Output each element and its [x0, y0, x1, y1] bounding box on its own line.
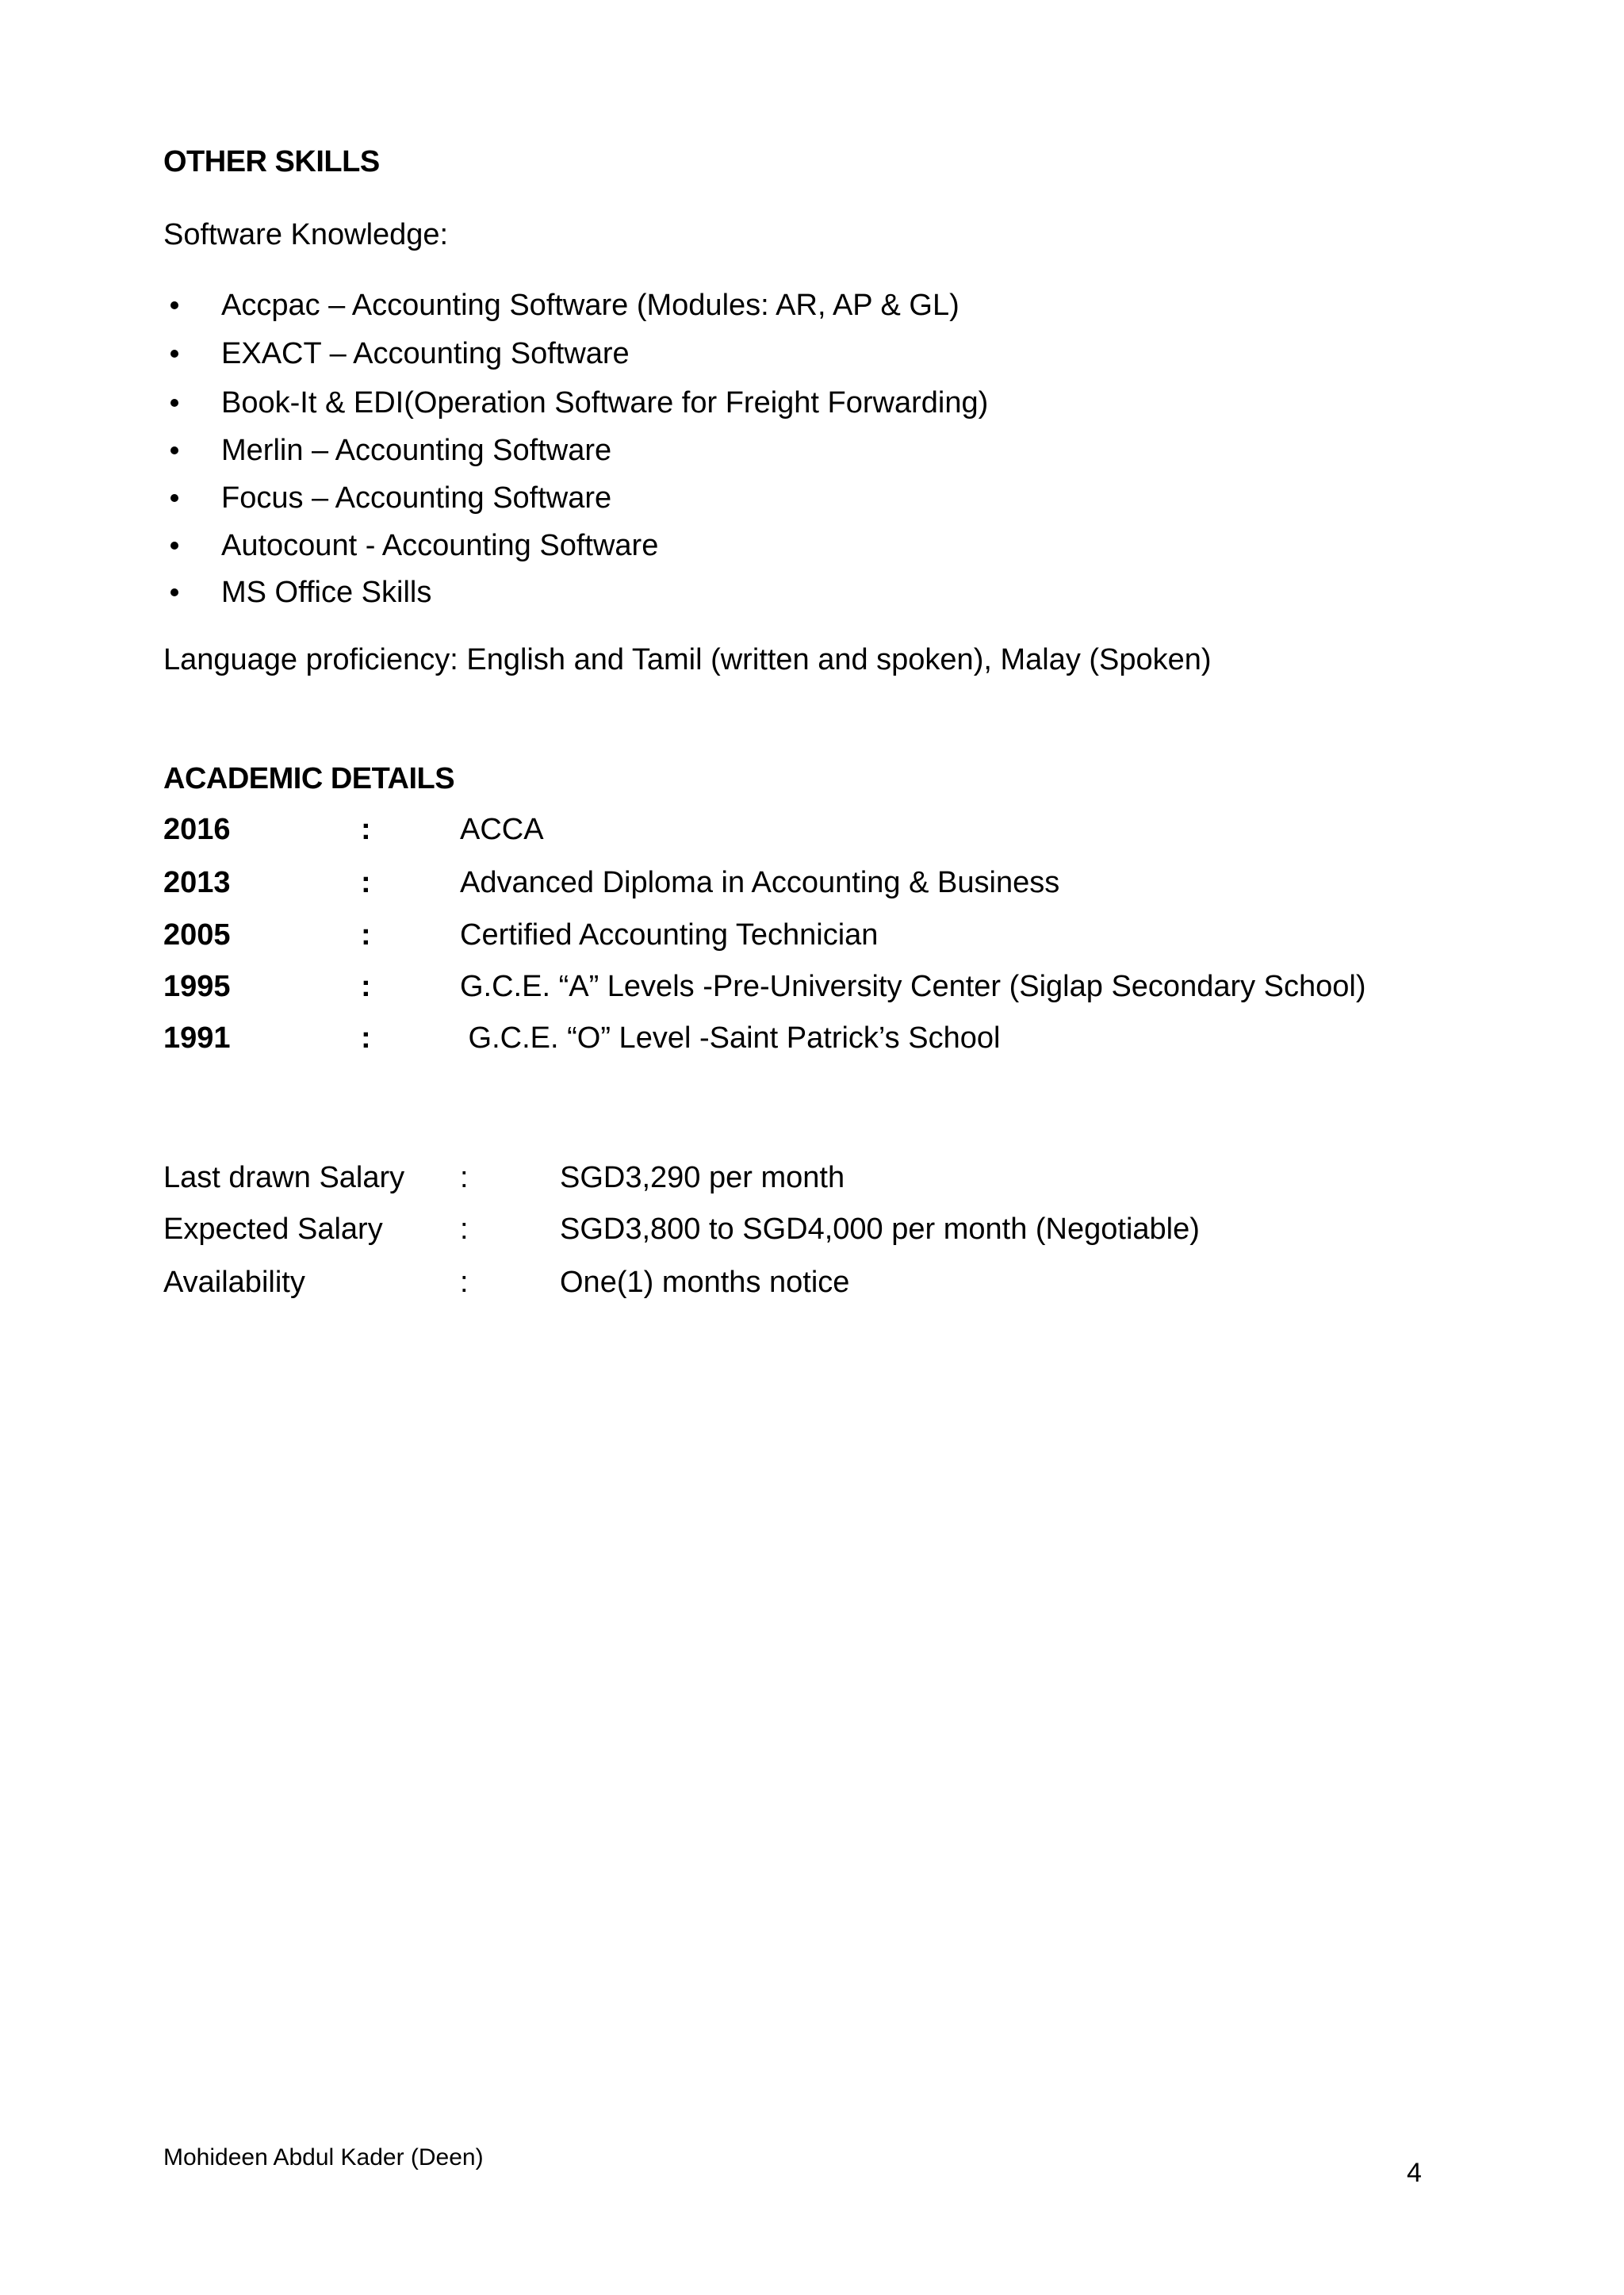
- bullet-icon: [170, 446, 178, 454]
- salary-label: Expected Salary: [163, 1213, 383, 1246]
- bullet-icon: [170, 542, 178, 550]
- footer-name: Mohideen Abdul Kader (Deen): [163, 2144, 484, 2170]
- academic-year: 1991: [163, 1021, 231, 1055]
- academic-detail: ACCA: [460, 813, 544, 846]
- other-skills-heading: OTHER SKILLS: [163, 145, 380, 178]
- bullet-icon: [170, 399, 178, 407]
- salary-label: Availability: [163, 1266, 305, 1299]
- software-item: EXACT – Accounting Software: [221, 337, 630, 370]
- academic-year: 2013: [163, 866, 231, 899]
- software-item: Autocount - Accounting Software: [221, 529, 659, 562]
- academic-detail: G.C.E. “O” Level -Saint Patrick’s School: [460, 1021, 1001, 1055]
- academic-detail: Advanced Diploma in Accounting & Business: [460, 866, 1060, 899]
- academic-year: 2005: [163, 918, 231, 952]
- software-item: Book-It & EDI(Operation Software for Freight Forwarding): [221, 386, 989, 420]
- salary-value: SGD3,290 per month: [560, 1161, 845, 1194]
- academic-year: 2016: [163, 813, 231, 846]
- academic-detail: G.C.E. “A” Levels -Pre-University Center (Siglap Secondary School): [460, 970, 1366, 1003]
- page-number: 4: [1407, 2158, 1422, 2188]
- academic-detail: Certified Accounting Technician: [460, 918, 879, 952]
- salary-separator: :: [460, 1161, 469, 1194]
- software-knowledge-label: Software Knowledge:: [163, 218, 449, 251]
- software-item: MS Office Skills: [221, 576, 432, 609]
- software-item: Merlin – Accounting Software: [221, 434, 612, 467]
- salary-label: Last drawn Salary: [163, 1161, 405, 1194]
- salary-value: SGD3,800 to SGD4,000 per month (Negotiable): [560, 1213, 1200, 1246]
- academic-separator: :: [361, 1021, 371, 1055]
- language-proficiency: Language proficiency: English and Tamil (written and spoken), Malay (Spoken): [163, 643, 1212, 676]
- software-item: Accpac – Accounting Software (Modules: AR, AP & GL): [221, 289, 959, 322]
- salary-separator: :: [460, 1266, 469, 1299]
- salary-separator: :: [460, 1213, 469, 1246]
- salary-value: One(1) months notice: [560, 1266, 850, 1299]
- academic-separator: :: [361, 813, 371, 846]
- bullet-icon: [170, 588, 178, 596]
- software-item: Focus – Accounting Software: [221, 481, 612, 515]
- bullet-icon: [170, 494, 178, 502]
- academic-year: 1995: [163, 970, 231, 1003]
- academic-separator: :: [361, 918, 371, 952]
- academic-separator: :: [361, 970, 371, 1003]
- bullet-icon: [170, 301, 178, 309]
- academic-separator: :: [361, 866, 371, 899]
- academic-details-heading: ACADEMIC DETAILS: [163, 762, 455, 795]
- bullet-icon: [170, 350, 178, 358]
